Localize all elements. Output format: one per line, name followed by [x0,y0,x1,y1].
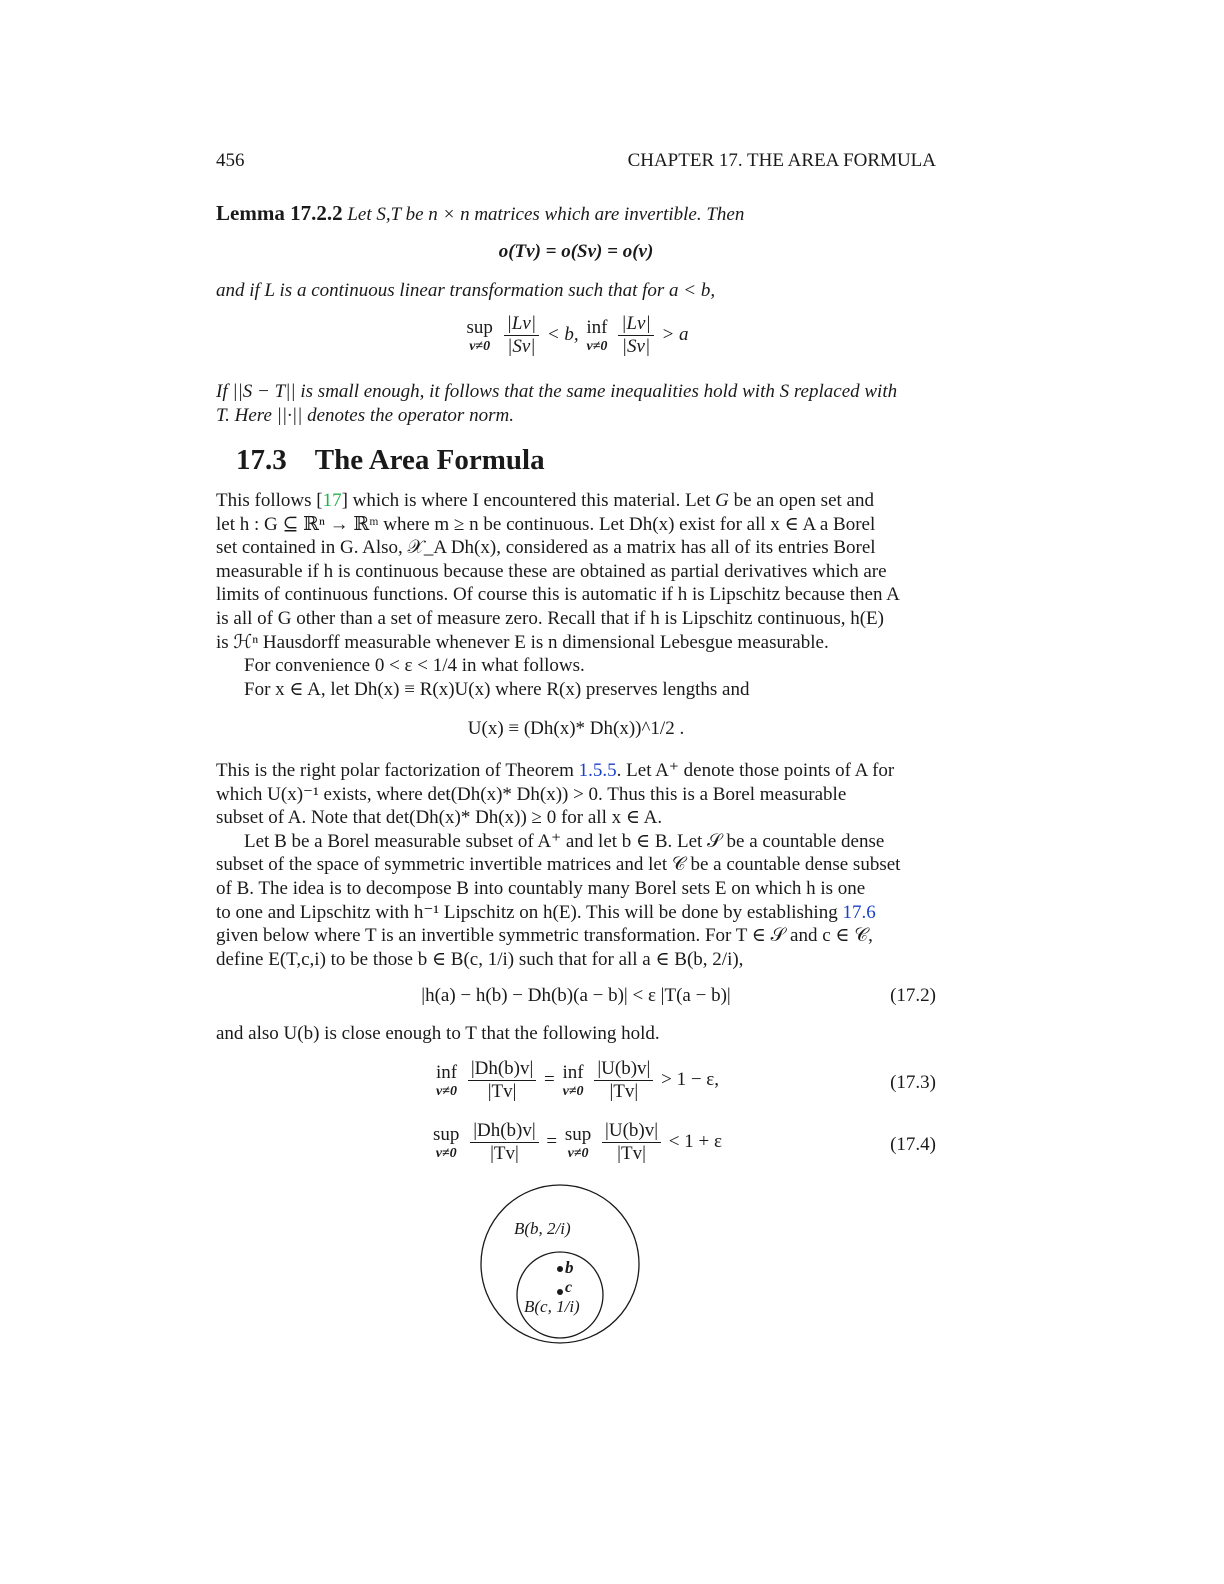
frac-dh-tv [468,1058,536,1103]
sup-label: sup [466,316,493,338]
frac-dh-tv-den: |Tv| [487,1081,517,1102]
equation-number-17-4: (17.4) [890,1134,936,1155]
eq173-rhs: > 1 − ε, [661,1068,720,1090]
section-heading [236,444,545,477]
section-title: The Area Formula [314,444,545,476]
p5-line-5: given below where T is an invertible symmetric transformation. For T ∈ 𝒮 and c ∈ 𝒞, [216,925,873,947]
outer-label: B(b, 2/i) [514,1219,571,1238]
frac-num: |Lv| [504,313,539,336]
sup-op-2-cond: v≠0 [567,1145,589,1161]
section-number: 17.3 [236,444,287,476]
point-b-label: b [565,1258,574,1277]
frac-u-tv [594,1058,653,1103]
eq-sign-2: = [546,1130,558,1152]
frac-u-tv-2 [602,1120,661,1165]
inf-op-1-cond: v≠0 [436,1083,457,1099]
paragraph-4 [216,759,936,971]
lemma-intro: Let S,T be n × n matrices which are invertible. Then [347,204,745,225]
p5-line-6: define E(T,c,i) to be those b ∈ B(c, 1/i) such that for all a ∈ B(b, 2/i), [216,948,744,970]
frac-u-tv-2-den: |Tv| [617,1143,646,1164]
gt-a: > a [661,323,689,345]
p5-line-3: of B. The idea is to decompose B into countably many Borel sets E on which h is one [216,877,866,899]
page-number: 456 [216,150,245,171]
lt-b: < b, [546,323,579,345]
p5-line-4 [216,901,936,925]
frac-den: |Sv| [507,336,536,357]
p1-line-6: is all of G other than a set of measure zero. Recall that if h is Lipschitz continuous, h(E) [216,607,884,629]
point-c-dot [557,1289,563,1295]
sup-op-2-label: sup [564,1123,592,1145]
paragraph-1 [216,489,936,701]
eq174-rhs: < 1 + ε [668,1130,722,1152]
eq-sign-1: = [544,1068,555,1090]
outer-ball [481,1185,639,1343]
inf-op-2-label: inf [562,1061,584,1083]
p1-line-3: set contained in G. Also, 𝒳_A Dh(x), considered as a matrix has all of its entries Borel [216,537,876,559]
inf-op-2-cond: v≠0 [562,1083,584,1099]
lemma-equation-1 [216,241,936,263]
sup-operator [466,317,492,355]
equation-link[interactable]: 17.6 [842,901,876,923]
paragraph-6: and also U(b) is close enough to T that the following hold. [216,1023,660,1044]
lemma-tail-line-2: T. Here ||·|| denotes the operator norm. [216,404,514,426]
p5-line-1: Let B be a Borel measurable subset of A⁺ and let b ∈ B. Let 𝒮 be a countable dense [244,830,885,852]
equation-number-17-2: (17.2) [890,985,936,1006]
p1-line-2: let h : G ⊆ ℝⁿ → ℝᵐ where m ≥ n be continuous. Let Dh(x) exist for all x ∈ A a Borel [216,513,876,535]
lemma-tail [216,380,936,427]
sup-op-2 [565,1124,591,1162]
equation-17-2: |h(a) − h(b) − Dh(b)(a − b)| < ε |T(a − b)| [421,985,731,1006]
frac-den-2: |Sv| [621,336,651,357]
equation-17-4 [216,1120,936,1165]
p1-line-4: measurable if h is continuous because these are obtained as partial derivatives which are [216,560,887,582]
page-header [216,150,936,172]
p1-line-1: This follows [17] which is where I encountered this material. Let G be an open set and [216,490,874,511]
ball-figure [478,1182,642,1346]
frac-dh-tv-2-num: |Dh(b)v| [470,1120,538,1143]
p1-line-7: is ℋⁿ Hausdorff measurable whenever E is n dimensional Lebesgue measurable. [216,631,829,653]
lemma-statement [216,202,936,227]
lemma-eq1-text: o(Tv) = o(Sv) = o(v) [498,241,654,262]
theorem-link[interactable]: 1.5.5 [578,760,617,781]
frac-num-2: |Lv| [618,313,653,336]
point-b-dot [557,1266,563,1272]
paragraph-3: For x ∈ A, let Dh(x) ≡ R(x)U(x) where R(x) preserves lengths and [244,678,750,700]
equation-number-17-3: (17.3) [890,1072,936,1093]
p4-line-2: which U(x)⁻¹ exists, where det(Dh(x)* Dh(x)) > 0. Thus this is a Borel measurable [216,783,847,805]
inf-operator [586,317,607,355]
inf-op-1-label: inf [435,1061,458,1083]
p4-line-1b: . Let A⁺ denote those points of A for [616,760,895,781]
frac-dh-tv-2-den: |Tv| [490,1143,519,1164]
lemma-mid-text: and if L is a continuous linear transformation such that for a < b, [216,280,716,301]
sup-op-1-cond: v≠0 [435,1145,457,1161]
inner-label: B(c, 1/i) [524,1297,580,1316]
equation-17-3 [216,1058,936,1103]
paragraph-2: For convenience 0 < ε < 1/4 in what follows. [244,655,585,677]
frac-dh-tv-2 [470,1120,538,1165]
p5-line-4a: to one and Lipschitz with h⁻¹ Lipschitz on h(E). This will be done by establishing [216,901,843,923]
fraction-lv-sv-2 [618,313,653,358]
p4-line-1a: This is the right polar factorization of Theorem [216,760,579,781]
lemma-inequalities [216,313,936,358]
p1-line-5: limits of continuous functions. Of course this is automatic if h is Lipschitz because then A [216,584,900,606]
frac-u-tv-den: |Tv| [609,1081,639,1102]
p5-line-2: subset of the space of symmetric invertible matrices and let 𝒞 be a countable dense subset [216,854,901,876]
sup-op-1 [433,1124,459,1162]
fraction-lv-sv [504,313,539,358]
p4-line-3: subset of A. Note that det(Dh(x)* Dh(x)) ≥ 0 for all x ∈ A. [216,807,663,829]
equation-U: U(x) ≡ (Dh(x)* Dh(x))^1/2 . [467,718,685,739]
lemma-tail-line-1: If ||S − T|| is small enough, it follows that the same inequalities hold with S replaced with [216,381,898,402]
frac-dh-tv-num: |Dh(b)v| [468,1058,536,1081]
citation-link-17[interactable]: 17 [322,490,342,511]
frac-u-tv-2-num: |U(b)v| [602,1120,661,1143]
inf-op-1 [436,1062,457,1100]
inf-condition: v≠0 [586,338,608,354]
chapter-title: CHAPTER 17. THE AREA FORMULA [627,150,936,171]
p4-line-1 [216,759,936,783]
sup-condition: v≠0 [469,338,491,354]
sup-op-1-label: sup [433,1123,460,1145]
point-c-label: c [565,1279,573,1296]
lemma-title: Lemma 17.2.2 [216,201,343,225]
inf-label: inf [586,316,608,338]
frac-u-tv-num: |U(b)v| [594,1058,653,1081]
inf-op-2 [563,1062,584,1100]
